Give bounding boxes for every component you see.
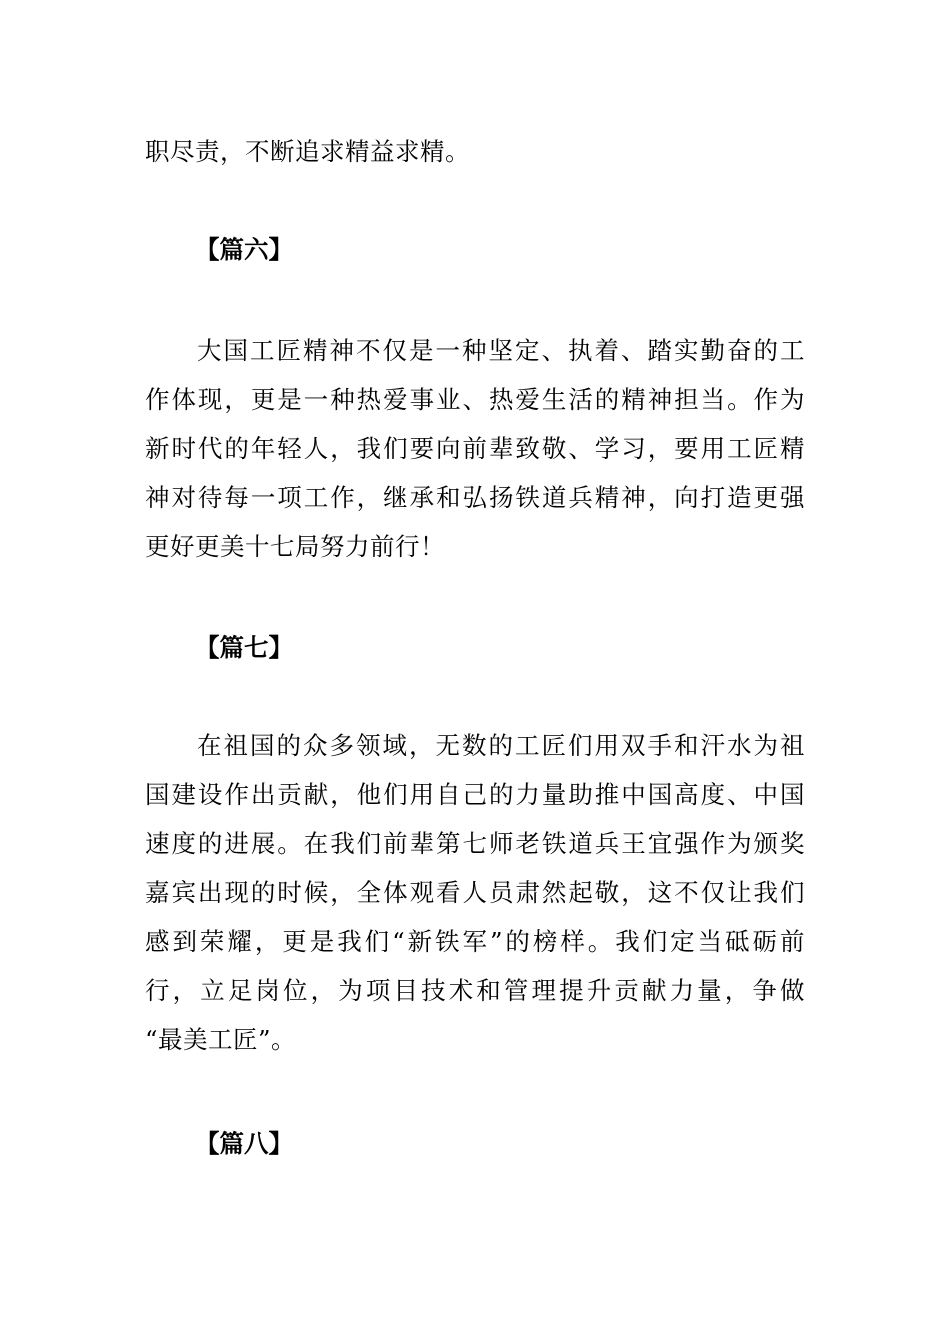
- paragraph-line: 速度的进展。在我们前辈第七师老铁道兵王宜强作为颁奖: [145, 829, 805, 858]
- paragraph-line: 职尽责，不断追求精益求精。: [145, 137, 470, 166]
- paragraph-line: 新时代的年轻人，我们要向前辈致敬、学习，要用工匠精: [145, 434, 805, 463]
- paragraph-line: “最美工匠”。: [145, 1025, 297, 1054]
- paragraph-line: 大国工匠精神不仅是一种坚定、执着、踏实勤奋的工: [197, 336, 805, 365]
- section-7-paragraph: [145, 721, 805, 1064]
- intro-paragraph: [145, 127, 805, 176]
- section-heading-6: 【篇六】: [195, 235, 293, 264]
- paragraph-line: 感到荣耀，更是我们“新铁军”的榜样。我们定当砥砺前: [145, 927, 805, 956]
- section-heading-7: 【篇七】: [195, 633, 293, 662]
- section-6-paragraph: [145, 326, 805, 571]
- paragraph-line: 国建设作出贡献，他们用自己的力量助推中国高度、中国: [145, 780, 805, 809]
- paragraph-line: 行，立足岗位，为项目技术和管理提升贡献力量，争做: [145, 976, 805, 1005]
- paragraph-line: 更好更美十七局努力前行！: [145, 532, 445, 561]
- section-heading-8: 【篇八】: [195, 1129, 293, 1158]
- paragraph-line: 神对待每一项工作，继承和弘扬铁道兵精神，向打造更强: [145, 483, 805, 512]
- paragraph-line: 嘉宾出现的时候，全体观看人员肃然起敬，这不仅让我们: [145, 878, 805, 907]
- paragraph-line: 在祖国的众多领域，无数的工匠们用双手和汗水为祖: [197, 731, 805, 760]
- paragraph-line: 作体现，更是一种热爱事业、热爱生活的精神担当。作为: [145, 385, 805, 414]
